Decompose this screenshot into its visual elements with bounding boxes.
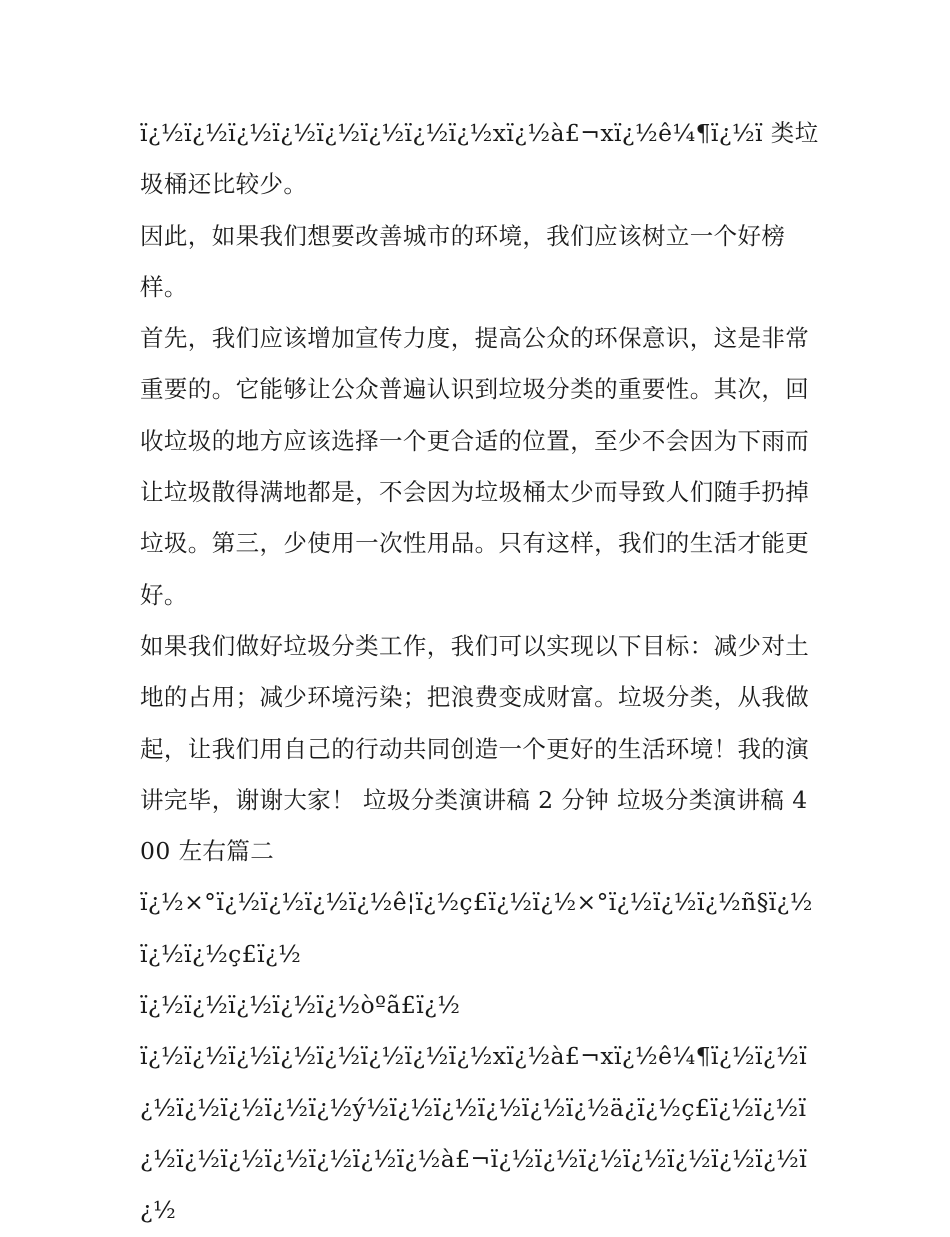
paragraph-1: ï¿½ï¿½ï¿½ï¿½ï¿½ï¿½ï¿½ï¿½xï¿½à£¬xï¿½ê¼¶ï¿½ï 类垃圾桶还比较少。 [140, 119, 819, 199]
paragraph-2: 因此，如果我们想要改善城市的环境，我们应该树立一个好榜样。 [140, 221, 786, 301]
paragraph-5: ï¿½×°ï¿½ï¿½ï¿½ï¿½ê¦ï¿½ç£ï¿½ï¿½×°ï¿½ï¿½ï¿½ñ§ï¿½ï¿½ï¿½ç£ï¿½ [140, 888, 813, 968]
paragraph-6: ï¿½ï¿½ï¿½ï¿½ï¿½òºã£ï¿½ [140, 991, 461, 1020]
document-body [140, 108, 820, 1237]
paragraph-7: ï¿½ï¿½ï¿½ï¿½ï¿½ï¿½ï¿½ï¿½xï¿½à£¬xï¿½ê¼¶ï¿½ï¿½ï¿½ï¿½ï¿½ï¿½ï¿½ý½ï¿½ï¿½ï¿½ï¿½ï¿½ä¿ï¿½ç£ï¿½ï¿½ï¿½ï¿½ï¿½ï¿½ï¿½ï¿½ï¿½à£¬ï¿½ï¿½ï¿½ï¿½ï¿½ï¿½ï¿½ï¿½ [140, 1042, 808, 1225]
paragraph-4: 如果我们做好垃圾分类工作，我们可以实现以下目标：减少对土地的占用；减少环境污染；把浪费变成财富。垃圾分类，从我做起，让我们用自己的行动共同创造一个更好的生活环境！我的演讲完毕，谢谢大家！ 垃圾分类演讲稿 2 分钟 垃圾分类演讲稿 400 左右篇二 [140, 631, 810, 866]
paragraph-3: 首先，我们应该增加宣传力度，提高公众的环保意识，这是非常重要的。它能够让公众普遍认识到垃圾分类的重要性。其次，回收垃圾的地方应该选择一个更合适的位置，至少不会因为下雨而让垃圾散得满地都是，不会因为垃圾桶太少而导致人们随手扔掉垃圾。第三，少使用一次性用品。只有这样，我们的生活才能更好。 [140, 324, 810, 609]
